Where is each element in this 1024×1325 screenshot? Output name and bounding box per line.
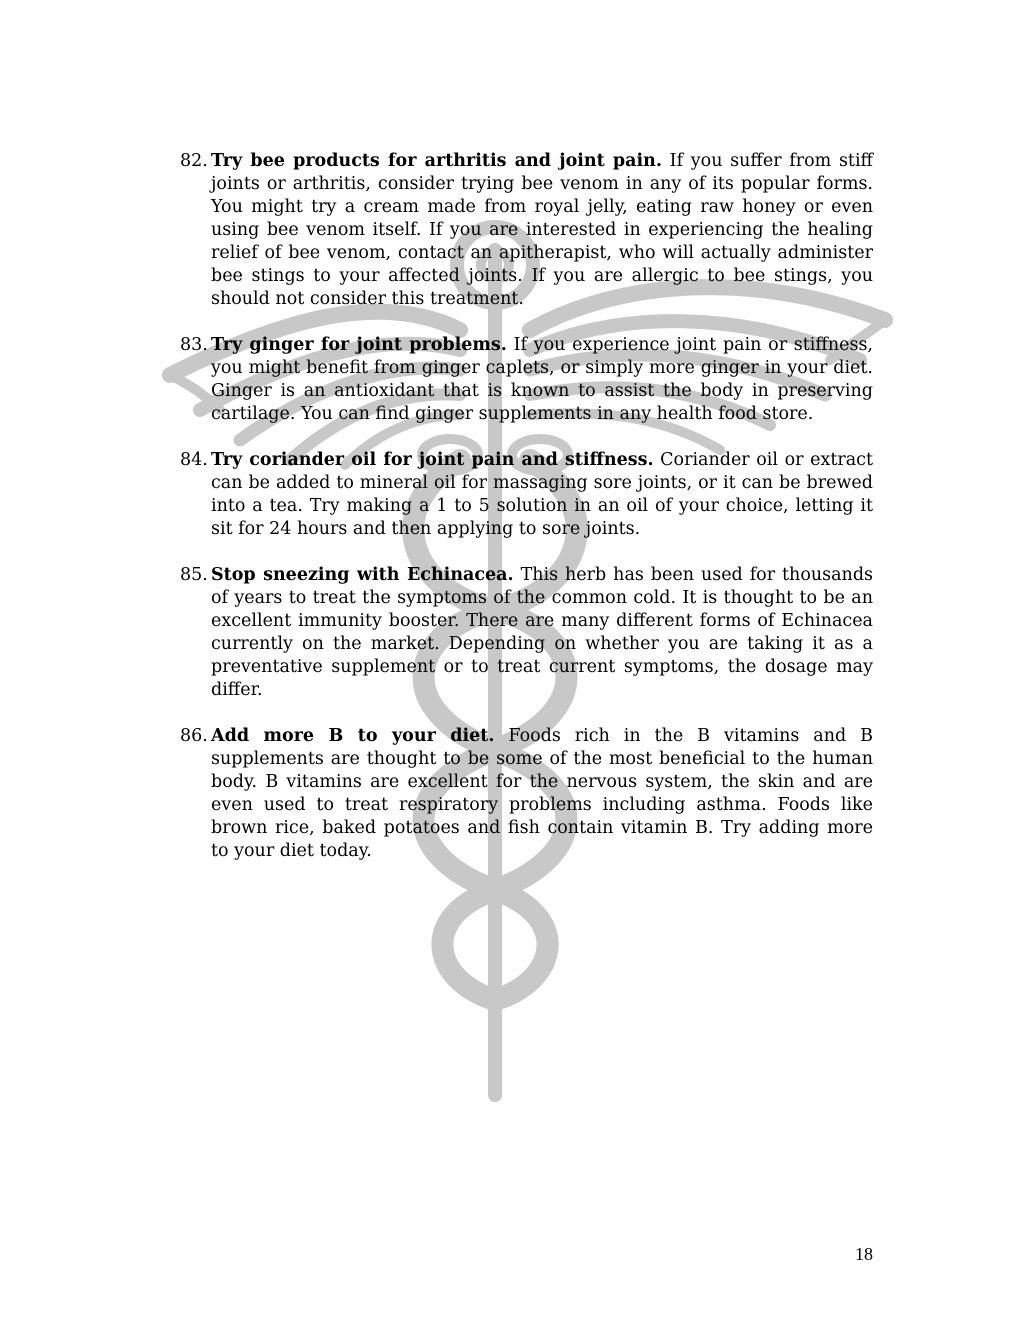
item-number: 82. (180, 151, 208, 171)
item-title: Stop sneezing with Echinacea. (211, 565, 514, 585)
list-item (180, 334, 873, 426)
list-item (180, 725, 873, 863)
item-title: Try bee products for arthritis and joint pain. (211, 151, 662, 171)
item-text: If you experience joint pain or stiffness, you might benefit from ginger caplets, or simply more ginger in your diet. Ginger is an antioxidant that is known to assist the body in preserving cartilage. You can find ginger supplements in any health food store. (211, 335, 873, 424)
item-text: If you suffer from stiff joints or arthritis, consider trying bee venom in any of its popular forms. You might try a cream made from royal jelly, eating raw honey or even using bee venom itself. If you are interested in experiencing the healing relief of bee venom, contact an apitherapist, who will actually administer bee stings to your affected joints. If you are allergic to bee stings, you should not consider this treatment. (211, 151, 873, 309)
list-item (180, 449, 873, 541)
item-title: Try coriander oil for joint pain and stiffness. (211, 450, 654, 470)
item-body (211, 150, 873, 311)
item-body (211, 449, 873, 541)
item-title: Try ginger for joint problems. (211, 335, 507, 355)
list-item (180, 564, 873, 702)
tips-list (180, 150, 873, 886)
item-text: Coriander oil or extract can be added to mineral oil for massaging sore joints, or it can be brewed into a tea. Try making a 1 to 5 solution in an oil of your choice, letting it sit for 24 hours and then applying to sore joints. (211, 450, 873, 539)
item-title: Add more B to your diet. (211, 726, 495, 746)
item-number: 86. (180, 726, 208, 746)
item-number: 85. (180, 565, 208, 585)
item-number: 84. (180, 450, 208, 470)
item-text: Foods rich in the B vitamins and B supplements are thought to be some of the most beneficial to the human body. B vitamins are excellent for the nervous system, the skin and are even used to treat respiratory problems including asthma. Foods like brown rice, baked potatoes and fish contain vitamin B. Try adding more to your diet today. (211, 726, 873, 861)
item-body (211, 725, 873, 863)
item-text: This herb has been used for thousands of years to treat the symptoms of the common cold. It is thought to be an excellent immunity booster. There are many different forms of Echinacea currently on the market. Depending on whether you are taking it as a preventative supplement or to treat current symptoms, the dosage may differ. (211, 565, 873, 700)
item-body (211, 564, 873, 702)
item-body (211, 334, 873, 426)
item-number: 83. (180, 335, 208, 355)
page-number: 18 (855, 1244, 873, 1264)
list-item (180, 150, 873, 311)
